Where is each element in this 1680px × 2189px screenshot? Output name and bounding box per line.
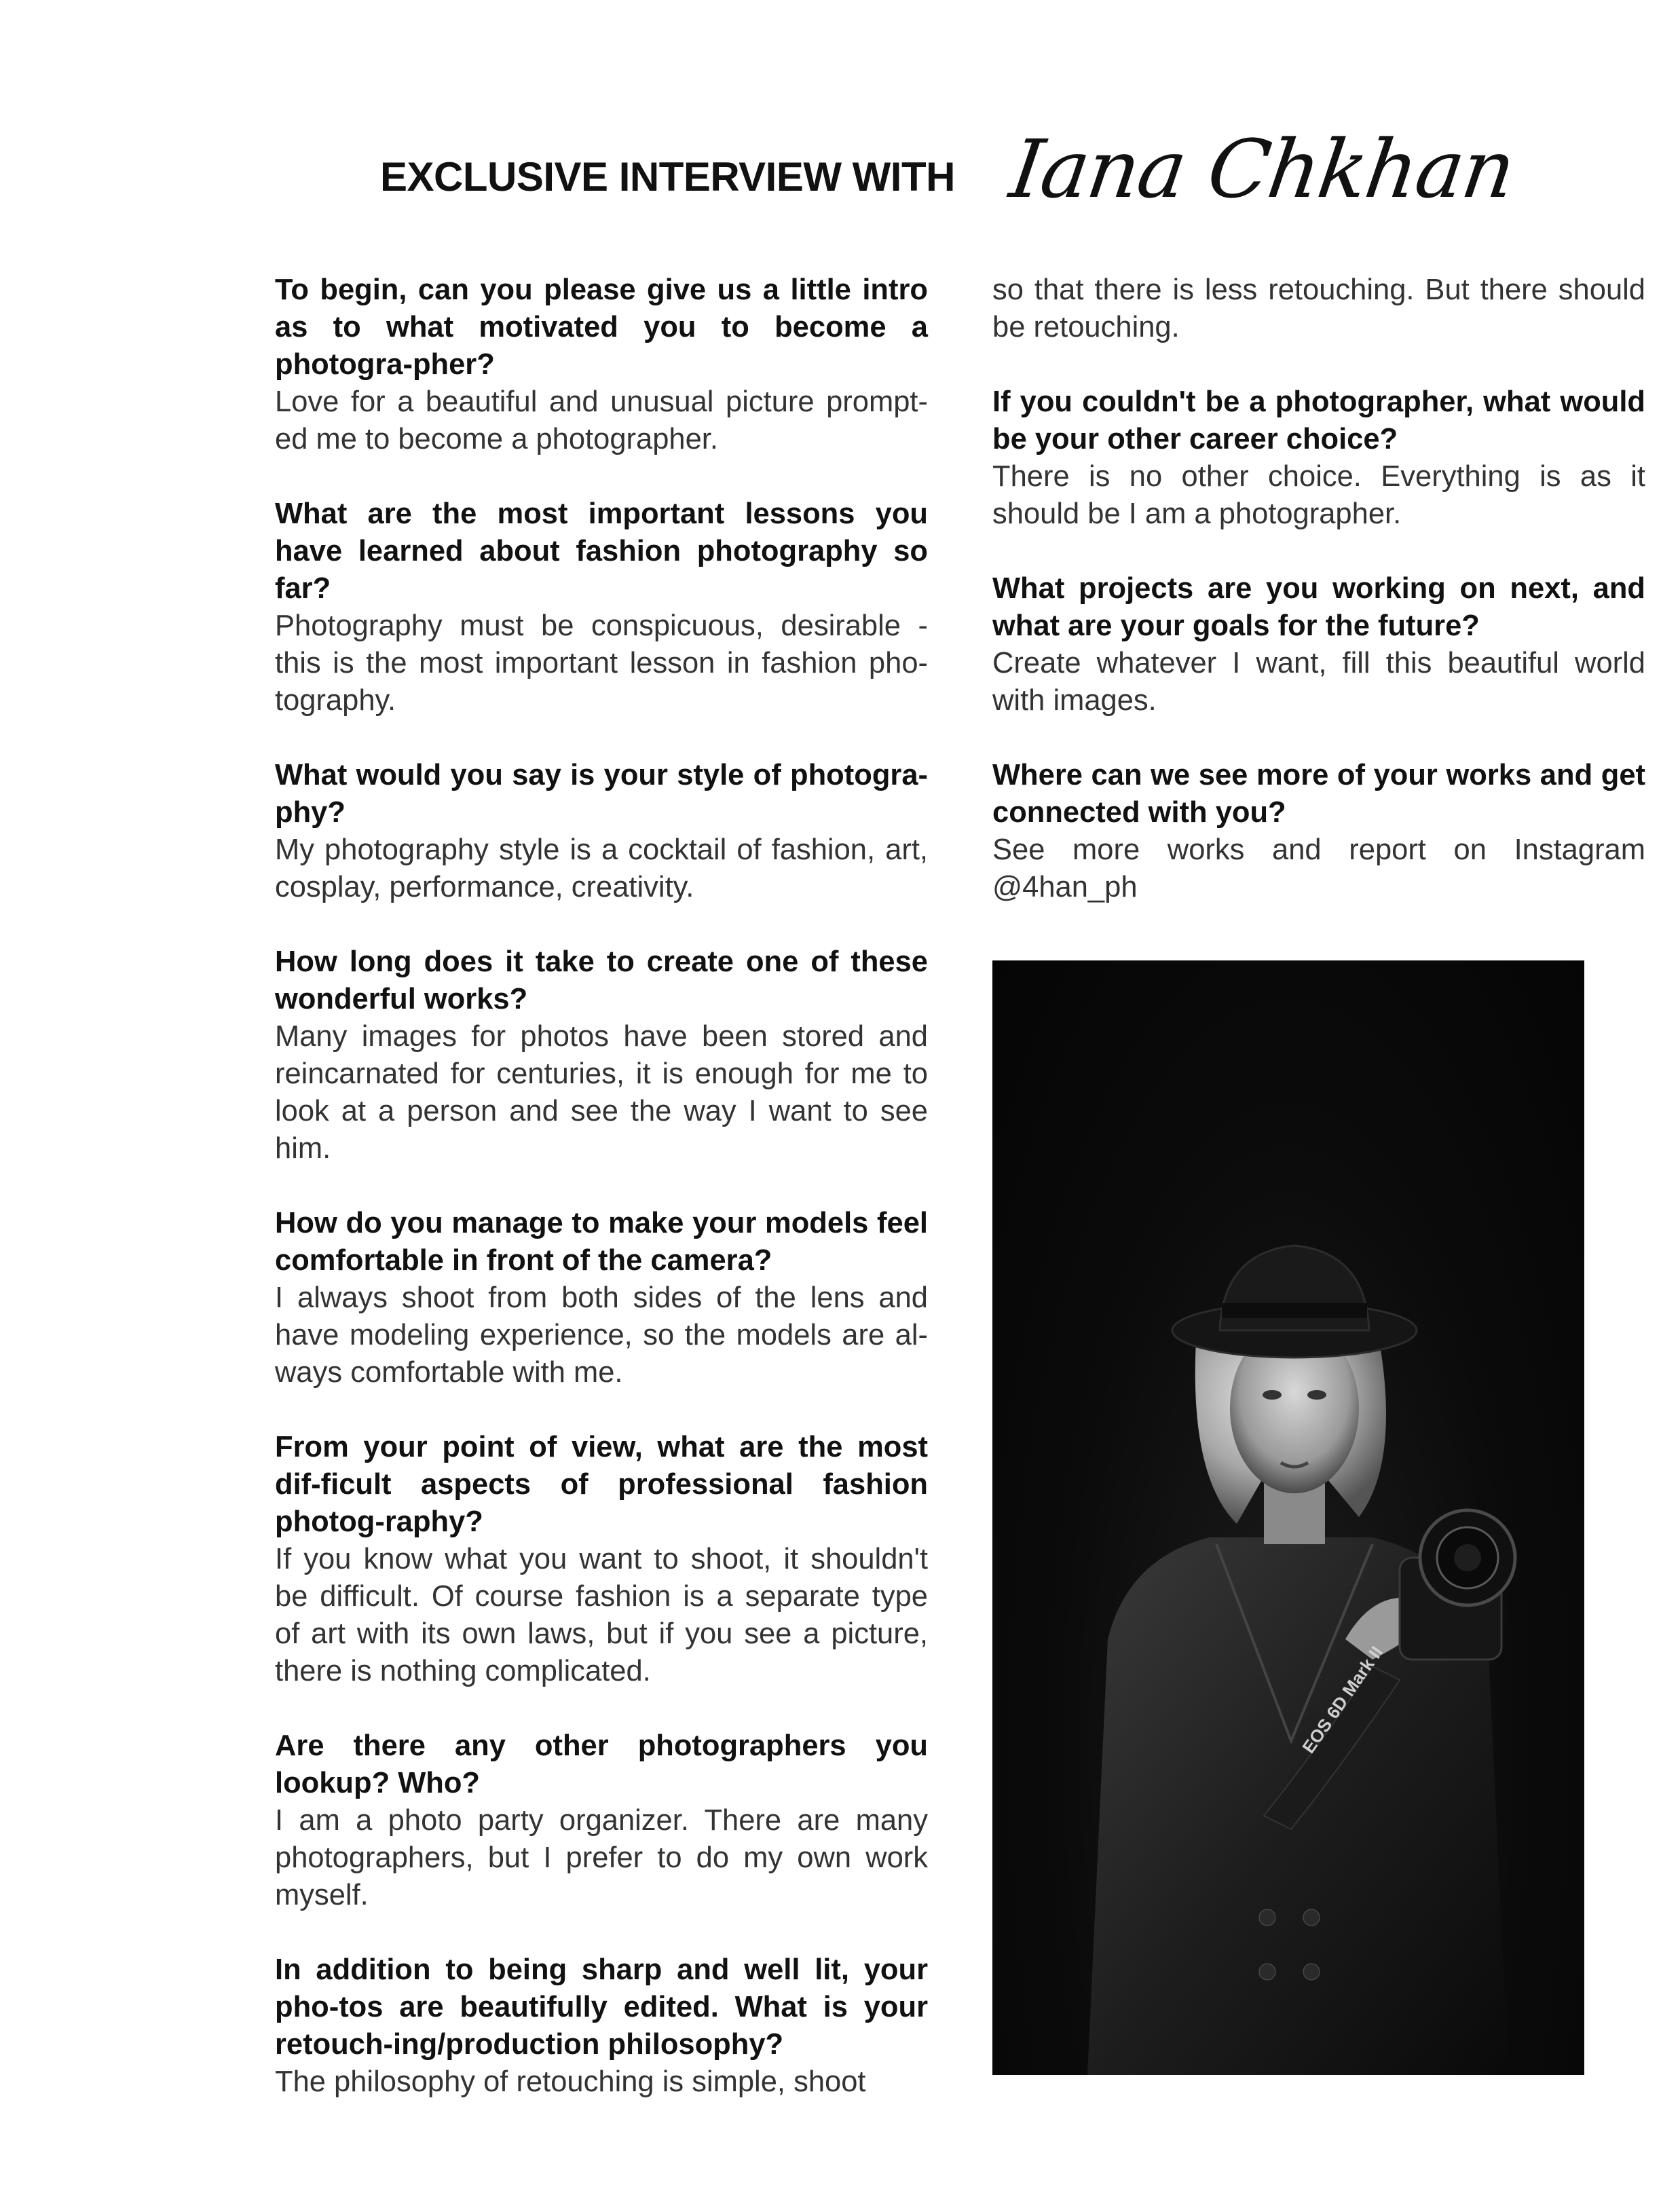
question: How long does it take to create one of these wonderful works?: [275, 946, 928, 1015]
qa-item: [992, 383, 1645, 533]
answer: I am a photo party organizer. There are many photographers, but I prefer to do my own work myself.: [275, 1804, 928, 1911]
answer: Many images for photos have been stored and reincarnated for centuries, it is enough for me to look at a person and see the way I want to see him.: [275, 1020, 928, 1165]
qa-item: [992, 757, 1645, 906]
question: From your point of view, what are the most dif-ficult aspects of professional fashion photog-raphy?: [275, 1431, 928, 1538]
qa-item: [992, 570, 1645, 719]
question: How do you manage to make your models feel comfortable in front of the camera?: [275, 1207, 928, 1277]
qa-item: [275, 1727, 928, 1914]
question: In addition to being sharp and well lit, your pho-tos are beautifully edited. What is your retouch-ing/production philosophy?: [275, 1953, 928, 2061]
qa-item: [275, 1429, 928, 1690]
portrait-photo: [992, 960, 1584, 2075]
qa-item: [275, 1951, 928, 2101]
qa-item: [275, 943, 928, 1167]
portrait-illustration: [992, 960, 1584, 2075]
answer: Love for a beautiful and unusual picture prompt-ed me to become a photographer.: [275, 386, 928, 455]
header-label: EXCLUSIVE INTERVIEW WITH: [380, 154, 955, 200]
question: What would you say is your style of photogra-phy?: [275, 759, 928, 829]
question: If you couldn't be a photographer, what would be your other career choice?: [992, 386, 1645, 455]
right-column: [992, 272, 1645, 943]
question: What are the most important lessons you have learned about fashion photography so far?: [275, 498, 928, 605]
continued-answer: so that there is less retouching. But there should be retouching.: [992, 274, 1645, 343]
question: Are there any other photographers you lookup? Who?: [275, 1729, 928, 1799]
qa-item: [275, 757, 928, 906]
qa-item: [275, 1205, 928, 1391]
qa-item: [275, 495, 928, 719]
answer: See more works and report on Instagram @4han_ph: [992, 834, 1645, 903]
left-column: [275, 272, 928, 2138]
question: To begin, can you please give us a little intro as to what motivated you to become a photogra-pher?: [275, 274, 928, 381]
interviewee-name: Iana Chkhan: [1005, 122, 1520, 216]
question: Where can we see more of your works and get connected with you?: [992, 759, 1645, 829]
answer: The philosophy of retouching is simple, shoot: [275, 2065, 866, 2098]
answer: I always shoot from both sides of the lens and have modeling experience, so the models are al-ways comfortable with me.: [275, 1281, 928, 1389]
answer: My photography style is a cocktail of fashion, art, cosplay, performance, creativity.: [275, 834, 928, 903]
answer: There is no other choice. Everything is as it should be I am a photographer.: [992, 460, 1645, 530]
camera-strap-text: EOS 6D Mark II: [1298, 1642, 1387, 1757]
qa-item: [275, 272, 928, 458]
interview-header: [0, 122, 1680, 231]
answer: Create whatever I want, fill this beautiful world with images.: [992, 647, 1645, 717]
answer: Photography must be conspicuous, desirable - this is the most important lesson in fashion pho-tography.: [275, 610, 928, 717]
answer: If you know what you want to shoot, it shouldn't be difficult. Of course fashion is a separate type of art with its own laws, but if you see a picture, there is nothing complicated.: [275, 1543, 928, 1687]
question: What projects are you working on next, and what are your goals for the future?: [992, 572, 1645, 642]
